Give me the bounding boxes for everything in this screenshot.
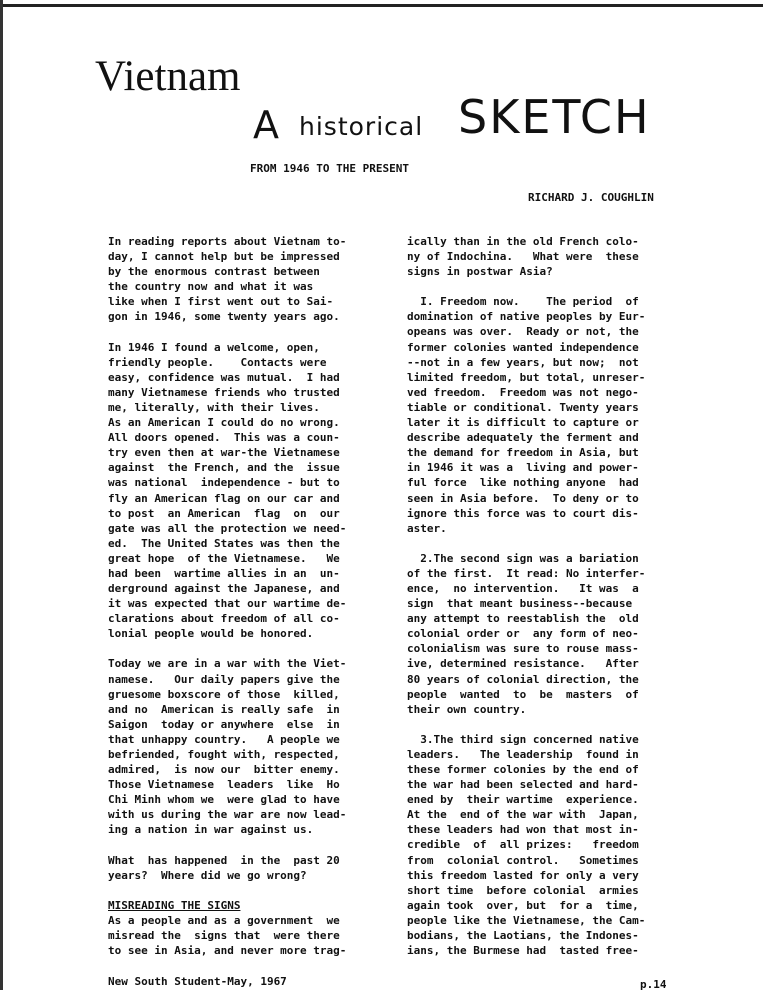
text-line: day, I cannot help but be impressed bbox=[108, 250, 340, 264]
paragraph bbox=[108, 853, 376, 883]
text-line: befriended, fought with, respected, bbox=[108, 748, 340, 761]
text-line: me, literally, with their lives. bbox=[108, 400, 320, 414]
text-line: the country now and what it was bbox=[108, 280, 314, 294]
text-line: these leaders had won that most in- bbox=[407, 823, 639, 837]
text-line: was national independence - but to bbox=[108, 476, 340, 490]
text-line: seen in Asia before. To deny or to bbox=[407, 491, 639, 505]
paragraph-gap bbox=[407, 536, 673, 551]
text-line: Today we are in a war with the Viet- bbox=[108, 657, 347, 671]
text-line: derground against the Japanese, and bbox=[108, 582, 340, 596]
publication-footer: New South Student-May, 1967 bbox=[108, 975, 287, 988]
text-line: to post an American flag on our bbox=[108, 506, 340, 520]
text-line: domination of native peoples by Eur- bbox=[407, 310, 646, 324]
text-line: these former colonies by the end of bbox=[407, 763, 639, 776]
text-line: What has happened in the past 20 bbox=[108, 853, 340, 867]
text-line: that unhappy country. A people we bbox=[108, 732, 340, 746]
text-line: ened by their wartime experience. bbox=[407, 793, 639, 807]
author-byline: RICHARD J. COUGHLIN bbox=[528, 191, 654, 204]
text-line: ically than in the old French colo- bbox=[407, 235, 639, 248]
paragraph bbox=[407, 294, 673, 536]
paragraph bbox=[407, 551, 673, 717]
text-line: clarations about freedom of all co- bbox=[108, 612, 340, 626]
text-line: leaders. The leadership found in bbox=[407, 747, 639, 761]
text-line: 2.The second sign was a bariation bbox=[407, 551, 639, 565]
text-line: At the end of the war with Japan, bbox=[407, 808, 639, 822]
text-line: ved freedom. Freedom was not nego- bbox=[407, 385, 639, 399]
text-line: the war had been selected and hard- bbox=[407, 778, 639, 792]
text-line: and no American is really safe in bbox=[108, 702, 340, 716]
text-line: people wanted to be masters of bbox=[407, 687, 639, 701]
page-top-border bbox=[0, 4, 763, 7]
paragraph-gap bbox=[108, 641, 376, 656]
text-line: against the French, and the issue bbox=[108, 461, 340, 475]
text-line: easy, confidence was mutual. I had bbox=[108, 370, 340, 384]
article-title: Vietnam bbox=[95, 53, 241, 100]
paragraph-gap bbox=[407, 279, 673, 294]
text-line: by the enormous contrast between bbox=[108, 265, 320, 279]
text-line: In reading reports about Vietnam to- bbox=[108, 235, 347, 248]
text-line: friendly people. Contacts were bbox=[108, 355, 327, 369]
text-line: limited freedom, but total, unreser- bbox=[407, 370, 646, 384]
text-line: gon in 1946, some twenty years ago. bbox=[108, 310, 340, 324]
text-line: I. Freedom now. The period of bbox=[407, 295, 639, 309]
page-left-border bbox=[0, 0, 3, 990]
page-number: p.14 bbox=[640, 978, 667, 991]
text-line: former colonies wanted independence bbox=[407, 340, 639, 354]
text-line: As an American I could do no wrong. bbox=[108, 416, 340, 430]
paragraph-gap bbox=[108, 325, 376, 340]
text-line: it was expected that our wartime de- bbox=[108, 597, 347, 611]
paragraph bbox=[407, 234, 673, 279]
text-line: sign that meant business--because bbox=[407, 597, 633, 611]
text-line: later it is difficult to capture or bbox=[407, 416, 639, 430]
text-line: ful force like nothing anyone had bbox=[407, 476, 639, 490]
text-line: 80 years of colonial direction, the bbox=[407, 672, 639, 686]
text-line: All doors opened. This was a coun- bbox=[108, 431, 340, 445]
text-line: gruesome boxscore of those killed, bbox=[108, 687, 340, 701]
text-line: had been wartime allies in an un- bbox=[108, 566, 340, 580]
text-line: from colonial control. Sometimes bbox=[407, 853, 639, 867]
text-line: ing a nation in war against us. bbox=[108, 823, 314, 837]
right-column bbox=[407, 234, 673, 958]
text-line: to see in Asia, and never more trag- bbox=[108, 944, 347, 958]
text-line: in 1946 it was a living and power- bbox=[407, 461, 639, 475]
text-line: opeans was over. Ready or not, the bbox=[407, 325, 639, 339]
text-line: the demand for freedom in Asia, but bbox=[407, 446, 639, 460]
text-line: many Vietnamese friends who trusted bbox=[108, 385, 340, 399]
handwritten-a: A bbox=[253, 103, 279, 147]
paragraph bbox=[407, 732, 673, 958]
text-line: ignore this force was to court dis- bbox=[407, 506, 639, 520]
text-line: --not in a few years, but now; not bbox=[407, 355, 639, 369]
handwritten-sketch: SKETCH bbox=[458, 90, 651, 144]
text-line: colonialism was sure to rouse mass- bbox=[407, 642, 639, 656]
text-line: lonial people would be honored. bbox=[108, 627, 314, 641]
text-line: tiable or conditional. Twenty years bbox=[407, 400, 639, 414]
text-line: In 1946 I found a welcome, open, bbox=[108, 340, 320, 354]
text-line: this freedom lasted for only a very bbox=[407, 868, 639, 882]
paragraph bbox=[108, 234, 376, 325]
text-line: ence, no intervention. It was a bbox=[407, 581, 639, 595]
text-line: with us during the war are now lead- bbox=[108, 808, 347, 822]
text-line: great hope of the Vietnamese. We bbox=[108, 551, 340, 565]
text-line: gate was all the protection we need- bbox=[108, 521, 347, 535]
text-line: of the first. It read: No interfer- bbox=[407, 566, 646, 580]
text-line: describe adequately the ferment and bbox=[407, 431, 639, 445]
text-line: admired, is now our bitter enemy. bbox=[108, 763, 340, 777]
section-heading: MISREADING THE SIGNS bbox=[108, 898, 241, 912]
text-line: fly an American flag on our car and bbox=[108, 491, 340, 505]
paragraph-gap bbox=[108, 838, 376, 853]
text-line: ed. The United States was then the bbox=[108, 536, 340, 550]
text-line: signs in postwar Asia? bbox=[407, 265, 553, 279]
text-line: aster. bbox=[407, 521, 447, 535]
text-line: 3.The third sign concerned native bbox=[407, 732, 639, 746]
text-line: short time before colonial armies bbox=[407, 883, 639, 897]
text-line: people like the Vietnamese, the Cam- bbox=[407, 913, 646, 927]
text-line: their own country. bbox=[407, 702, 527, 716]
text-line: try even then at war-the Vietnamese bbox=[108, 446, 340, 460]
paragraph bbox=[108, 340, 376, 642]
paragraph-gap bbox=[108, 883, 376, 898]
text-line: As a people and as a government we bbox=[108, 913, 340, 927]
text-line: ians, the Burmese had tasted free- bbox=[407, 944, 639, 958]
paragraph-gap bbox=[407, 717, 673, 732]
paragraph bbox=[108, 656, 376, 837]
text-line: like when I first went out to Sai- bbox=[108, 295, 334, 309]
left-column bbox=[108, 234, 376, 958]
text-line: namese. Our daily papers give the bbox=[108, 672, 340, 686]
handwritten-historical: historical bbox=[299, 112, 424, 141]
article-subtitle: FROM 1946 TO THE PRESENT bbox=[250, 162, 409, 175]
text-line: colonial order or any form of neo- bbox=[407, 627, 639, 641]
text-line: Chi Minh whom we were glad to have bbox=[108, 793, 340, 807]
text-line: credible of all prizes: freedom bbox=[407, 838, 639, 852]
text-line: any attempt to reestablish the old bbox=[407, 612, 639, 626]
text-line: again took over, but for a time, bbox=[407, 898, 639, 912]
text-line: years? Where did we go wrong? bbox=[108, 868, 307, 882]
text-line: Saigon today or anywhere else in bbox=[108, 717, 340, 731]
text-line: ny of Indochina. What were these bbox=[407, 250, 639, 264]
text-line: Those Vietnamese leaders like Ho bbox=[108, 778, 340, 792]
text-line: misread the signs that were there bbox=[108, 928, 340, 942]
text-line: bodians, the Laotians, the Indones- bbox=[407, 929, 639, 943]
text-line: ive, determined resistance. After bbox=[407, 657, 639, 671]
